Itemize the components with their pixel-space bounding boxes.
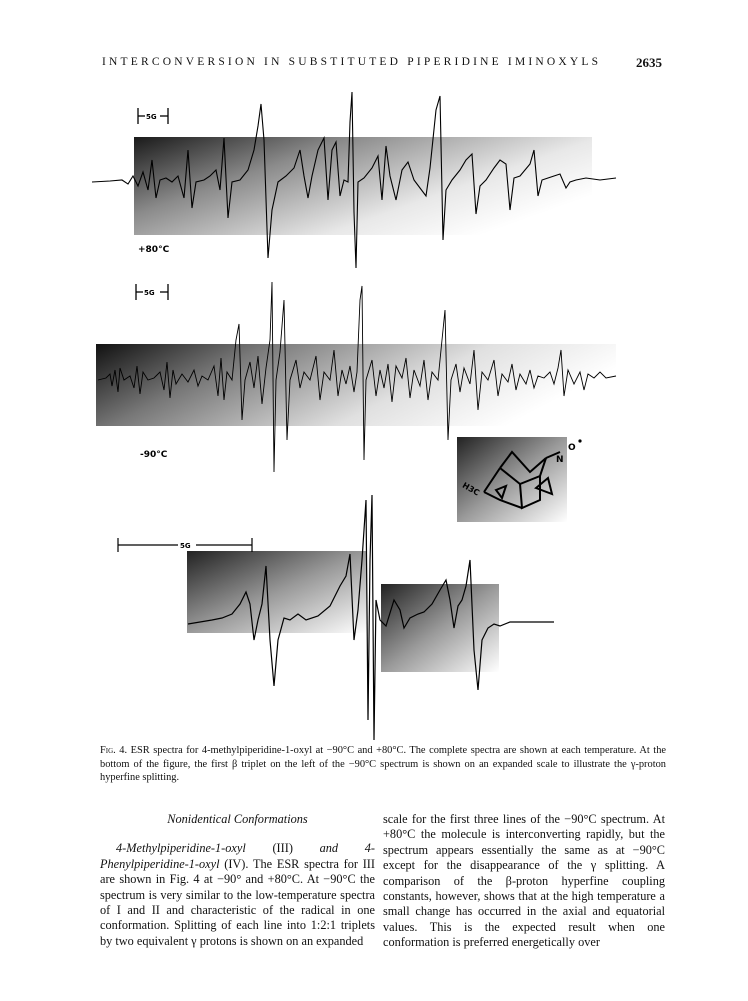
scale-label-bottom: 5G [180,542,191,550]
temp-label-mid: -90°C [140,450,168,460]
bottom-left-shading [187,551,367,633]
para1-lead2: 4-Phenylpiperidine-1-oxyl [100,841,375,871]
mid-spectrum-shading [96,344,616,426]
para1-mid: (III) [245,841,320,856]
running-title: INTERCONVERSION IN SUBSTITUTED PIPERIDINE IMINOXYLS [102,56,602,68]
paragraph-1 [100,841,375,949]
molecule-label-h3c: H3C [460,480,482,498]
scale-label-top: 5G [146,113,157,121]
temp-label-top: +80°C [138,245,170,255]
section-heading: Nonidentical Conformations [167,812,308,826]
scale-label-mid: 5G [144,289,155,297]
para1-rest: (IV). The ESR spectra for III are shown in Fig. 4 at −90° and +80°C. At −90°C the spectrum is very similar to the low-temperature spectra of I and II and characteristic of the radical in one conformation. Splitting of each line into 1:2:1 triplets by two equivalent γ protons is shown on an expanded [100,856,375,948]
para1-and: and [319,841,339,856]
molecule-label-o: O [568,443,576,453]
page-number: 2635 [636,55,662,70]
radical-dot [578,439,581,442]
molecule-shading [457,437,567,522]
figure-caption [100,744,666,785]
caption-figure-label: Fig. 4. [100,745,128,756]
molecule-label-n: N [556,455,564,465]
bottom-right-shading [381,584,499,672]
top-spectrum-shading [134,137,592,235]
caption-text: ESR spectra for 4-methylpiperidine-1-oxyl at −90°C and +80°C. The complete spectra are shown at each temperature. At the bottom of the figure, the first β triplet on the left of the −90°C spectrum is shown on an expanded scale to illustrate the γ-proton hyperfine splitting. [100,745,666,784]
paragraph-2: scale for the first three lines of the −90°C spectrum. At +80°C the molecule is interconverting rapidly, but the spectrum appears essentially the same as at −90°C except for the disappearance of the γ splitting. A comparison of the β-proton hyperfine coupling constants, however, shows that at the high temperature a small change has occurred in the axial and equatorial values. This is the expected result when one conformation is preferred energetically over [383,812,665,950]
left-column [100,812,375,949]
right-column [383,812,665,951]
para1-lead: 4-Methylpiperidine-1-oxyl [116,841,246,856]
